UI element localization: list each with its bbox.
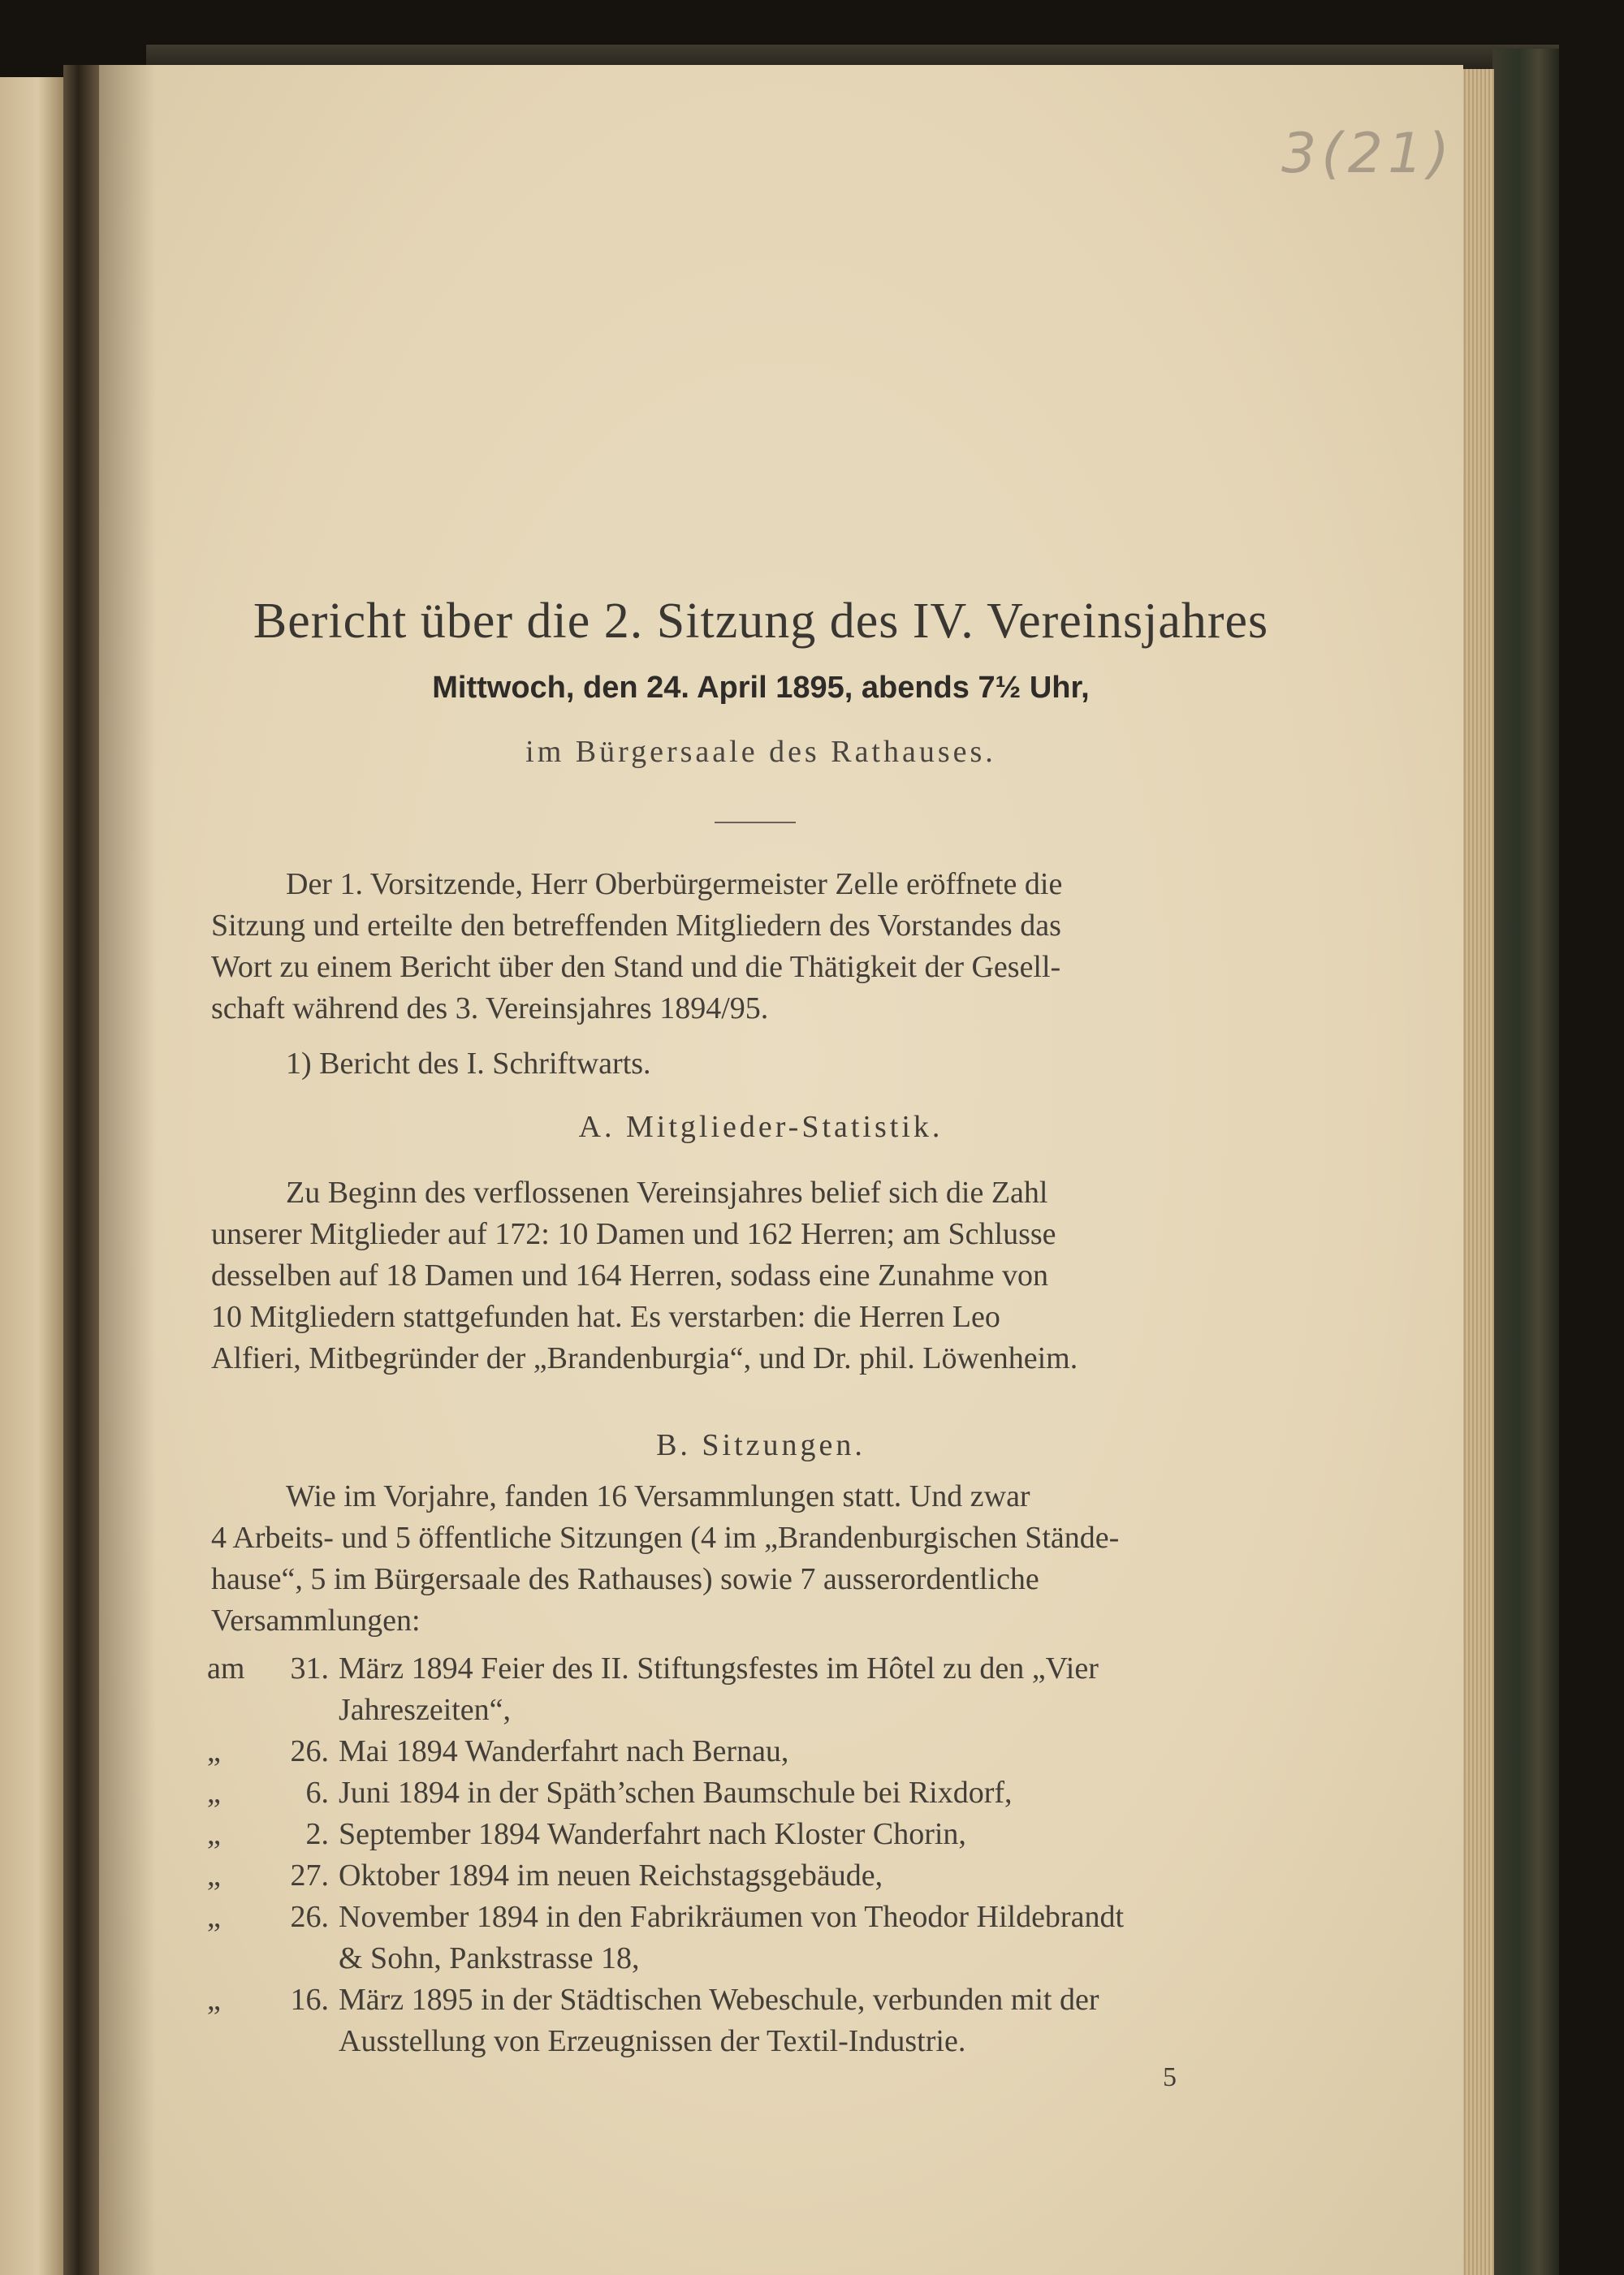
section-a-heading: A. Mitglieder-Statistik. — [578, 1110, 944, 1144]
intro-line: schaft während des 3. Vereinsjahres 1894/95. — [211, 991, 769, 1025]
page-binding-shadow — [99, 65, 156, 2275]
book-gutter — [63, 65, 101, 2275]
intro-line: Der 1. Vorsitzende, Herr Oberbürgermeister Zelle eröffnete die — [286, 867, 1063, 901]
section-a-line: Zu Beginn des verflossenen Vereinsjahres belief sich die Zahl — [286, 1176, 1048, 1210]
list-item: am 31. März 1894 Feier des II. Stiftungsfestes im Hôtel zu den „Vier Jahreszeiten“, — [207, 1651, 1099, 1727]
meeting-date: Mittwoch, den 24. April 1895, abends 7½ Uhr, — [432, 671, 1090, 705]
meeting-location: im Bürgersaale des Rathauses. — [525, 735, 996, 769]
divider-rule — [715, 822, 796, 823]
list-item: „ 26. November 1894 in den Fabrikräumen von Theodor Hildebrandt & Sohn, Pankstrasse 18, — [207, 1900, 1125, 1975]
section-b-line: hause“, 5 im Bürgersaale des Rathauses) sowie 7 ausserordentliche — [211, 1562, 1039, 1596]
events-list — [207, 1648, 1307, 2062]
list-item: „ 16. März 1895 in der Städtischen Webeschule, verbunden mit der Ausstellung von Erzeugnissen der Textil-Industrie. — [207, 1983, 1099, 2058]
intro-line: Sitzung und erteilte den betreffenden Mitgliedern des Vorstandes das — [211, 909, 1061, 943]
list-item: „ 2. September 1894 Wanderfahrt nach Kloster Chorin, — [207, 1817, 966, 1851]
section-a-line: 10 Mitgliedern stattgefunden hat. Es verstarben: die Herren Leo — [211, 1300, 1000, 1334]
section-b-line: Wie im Vorjahre, fanden 16 Versammlungen statt. Und zwar — [286, 1479, 1030, 1513]
list-item: „ 27. Oktober 1894 im neuen Reichstagsgebäude, — [207, 1858, 883, 1893]
book-cover-right — [1492, 49, 1559, 2275]
page-number: 5 — [1163, 2062, 1177, 2092]
list-item: „ 6. Juni 1894 in der Späth’schen Baumschule bei Rixdorf, — [207, 1776, 1013, 1810]
pencil-note: 3(21) — [1281, 122, 1454, 186]
list-item: „ 26. Mai 1894 Wanderfahrt nach Bernau, — [207, 1734, 789, 1768]
intro-paragraph — [211, 864, 1307, 1030]
section-a-paragraph — [211, 1172, 1307, 1379]
page-title: Bericht über die 2. Sitzung des IV. Vereinsjahres — [253, 594, 1269, 649]
section-b-line: 4 Arbeits- und 5 öffentliche Sitzungen (4 im „Brandenburgischen Stände- — [211, 1521, 1120, 1555]
section-a-line: desselben auf 18 Damen und 164 Herren, sodass eine Zunahme von — [211, 1258, 1048, 1293]
section-a-line: Alfieri, Mitbegründer der „Brandenburgia“, und Dr. phil. Löwenheim. — [211, 1341, 1078, 1375]
intro-line: Wort zu einem Bericht über den Stand und die Thätigkeit der Gesell- — [211, 950, 1061, 984]
section-b-paragraph — [211, 1476, 1307, 1642]
section-b-line: Versammlungen: — [211, 1604, 421, 1638]
left-page-edge — [0, 77, 63, 2275]
section-a-line: unserer Mitglieder auf 172: 10 Damen und 162 Herren; am Schlusse — [211, 1217, 1056, 1251]
section-b-heading: B. Sitzungen. — [656, 1428, 866, 1462]
report-heading: 1) Bericht des I. Schriftwarts. — [286, 1047, 651, 1081]
